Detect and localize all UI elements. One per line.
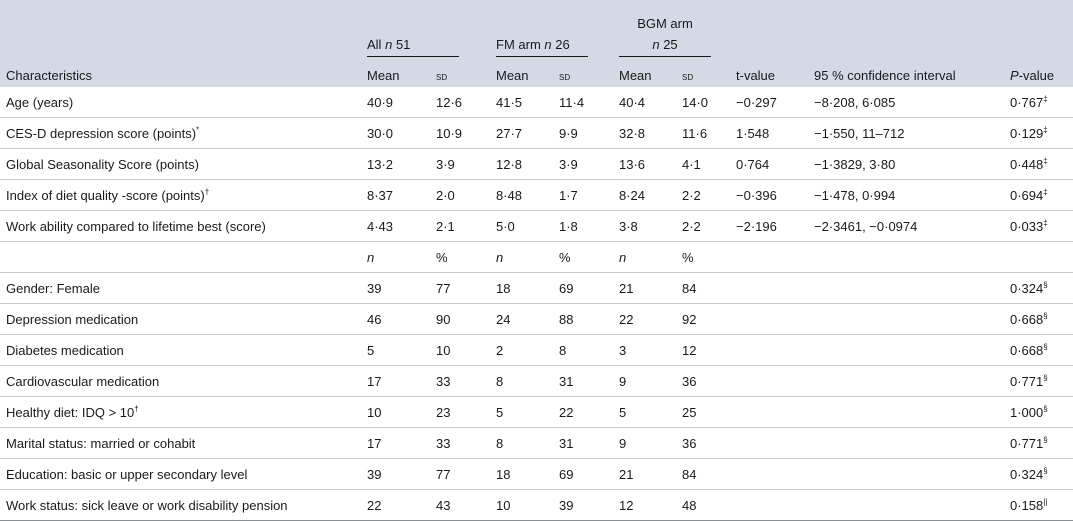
- row-label: Marital status: married or cohabit: [0, 428, 361, 459]
- bgm-arm-label: BGM arm: [637, 16, 693, 31]
- fm-sd-cell: 3·9: [553, 149, 613, 180]
- all-group-header: All n 51: [367, 37, 459, 57]
- empty-cell: [730, 304, 808, 335]
- row-label: Diabetes medication: [0, 335, 361, 366]
- all-sd-cell: 3·9: [430, 149, 490, 180]
- footnote-marker: †: [204, 187, 210, 197]
- footnote-marker: §: [1043, 311, 1048, 321]
- row-label: Gender: Female: [0, 273, 361, 304]
- bgm-sd-cell: 2·2: [676, 180, 730, 211]
- row-label: Age (years): [0, 87, 361, 118]
- t-value-cell: −0·396: [730, 180, 808, 211]
- all-n-header: n: [361, 242, 430, 273]
- empty-cell: [808, 366, 1004, 397]
- bgm-pct-cell: 48: [676, 490, 730, 521]
- all-pct-header: %: [430, 242, 490, 273]
- table-header: [0, 0, 1073, 87]
- table-row: [0, 366, 1073, 397]
- footnote-marker: ‡: [1043, 218, 1048, 228]
- empty-cell: [808, 304, 1004, 335]
- fm-pct-cell: 31: [553, 428, 613, 459]
- table-row: [0, 335, 1073, 366]
- empty-cell: [808, 242, 1004, 273]
- t-value-cell: 1·548: [730, 118, 808, 149]
- fm-sd-cell: 11·4: [553, 87, 613, 118]
- table-row: [0, 459, 1073, 490]
- all-pct-cell: 90: [430, 304, 490, 335]
- all-mean-cell: 8·37: [361, 180, 430, 211]
- table-row: [0, 149, 1073, 180]
- table-row: [0, 211, 1073, 242]
- all-n-cell: 17: [361, 428, 430, 459]
- ci-header: 95 % confidence interval: [814, 68, 956, 83]
- all-sd-header: sd: [436, 69, 448, 83]
- footnote-marker: ‡: [1043, 187, 1048, 197]
- t-value-cell: −0·297: [730, 87, 808, 118]
- all-n-cell: 5: [361, 335, 430, 366]
- row-label: CES-D depression score (points)*: [0, 118, 361, 149]
- p-value-cell: 0·694‡: [1004, 180, 1073, 211]
- table-row: [0, 273, 1073, 304]
- fm-n-header: n: [490, 242, 553, 273]
- footnote-marker: §: [1043, 342, 1048, 352]
- bgm-mean-cell: 13·6: [613, 149, 676, 180]
- fm-pct-cell: 39: [553, 490, 613, 521]
- footnote-marker: §: [1043, 280, 1048, 290]
- empty-cell: [730, 490, 808, 521]
- bgm-mean-cell: 8·24: [613, 180, 676, 211]
- empty-cell: [730, 428, 808, 459]
- footnote-marker: ‡: [1043, 156, 1048, 166]
- fm-n-cell: 24: [490, 304, 553, 335]
- ci-cell: −1·550, 11–712: [808, 118, 1004, 149]
- fm-mean-cell: 12·8: [490, 149, 553, 180]
- bgm-sd-cell: 2·2: [676, 211, 730, 242]
- all-pct-cell: 33: [430, 428, 490, 459]
- empty-cell: [808, 428, 1004, 459]
- bgm-n-cell: 21: [613, 273, 676, 304]
- all-mean-cell: 4·43: [361, 211, 430, 242]
- bgm-n-cell: 21: [613, 459, 676, 490]
- fm-sd-header: sd: [559, 69, 571, 83]
- all-n-cell: 46: [361, 304, 430, 335]
- bgm-pct-header: %: [676, 242, 730, 273]
- footnote-marker: ||: [1043, 497, 1048, 507]
- table-row: [0, 397, 1073, 428]
- p-value-cell: 0·324§: [1004, 459, 1073, 490]
- bgm-n-cell: 12: [613, 490, 676, 521]
- all-n-cell: 39: [361, 459, 430, 490]
- empty-cell: [730, 459, 808, 490]
- empty-cell: [1004, 242, 1073, 273]
- footnote-marker: ‡: [1043, 125, 1048, 135]
- table-row: [0, 118, 1073, 149]
- all-sd-cell: 10·9: [430, 118, 490, 149]
- fm-n-cell: 2: [490, 335, 553, 366]
- footnote-marker: §: [1043, 466, 1048, 476]
- empty-cell: [730, 366, 808, 397]
- row-label: Cardiovascular medication: [0, 366, 361, 397]
- count-subheader-row: [0, 242, 1073, 273]
- bgm-pct-cell: 92: [676, 304, 730, 335]
- p-value-cell: 0·771§: [1004, 428, 1073, 459]
- footnote-marker: §: [1043, 373, 1048, 383]
- footnote-marker: *: [196, 125, 200, 135]
- all-n-cell: 39: [361, 273, 430, 304]
- bgm-mean-cell: 32·8: [613, 118, 676, 149]
- fm-mean-header: Mean: [496, 68, 529, 83]
- p-value-cell: 0·771§: [1004, 366, 1073, 397]
- row-label: Work ability compared to lifetime best (score): [0, 211, 361, 242]
- row-label: Index of diet quality -score (points)†: [0, 180, 361, 211]
- fm-n-cell: 18: [490, 273, 553, 304]
- row-label: Depression medication: [0, 304, 361, 335]
- fm-sd-cell: 1·7: [553, 180, 613, 211]
- all-sd-cell: 2·0: [430, 180, 490, 211]
- bgm-mean-cell: 3·8: [613, 211, 676, 242]
- t-value-header: t-value: [736, 68, 776, 83]
- footnote-marker: §: [1043, 404, 1048, 414]
- all-pct-cell: 77: [430, 273, 490, 304]
- empty-cell: [808, 490, 1004, 521]
- empty-cell: [808, 273, 1004, 304]
- fm-pct-cell: 22: [553, 397, 613, 428]
- fm-pct-cell: 31: [553, 366, 613, 397]
- empty-cell: [808, 335, 1004, 366]
- p-value-cell: 0·129‡: [1004, 118, 1073, 149]
- p-value-header: P-value: [1010, 68, 1055, 83]
- p-value-cell: 0·033‡: [1004, 211, 1073, 242]
- empty-cell: [808, 397, 1004, 428]
- table-row: [0, 428, 1073, 459]
- fm-sd-cell: 1·8: [553, 211, 613, 242]
- p-value-cell: 0·668§: [1004, 304, 1073, 335]
- all-mean-cell: 30·0: [361, 118, 430, 149]
- p-value-cell: 0·767‡: [1004, 87, 1073, 118]
- all-pct-cell: 23: [430, 397, 490, 428]
- bgm-mean-header: Mean: [619, 68, 652, 83]
- fm-mean-cell: 41·5: [490, 87, 553, 118]
- all-sd-cell: 12·6: [430, 87, 490, 118]
- fm-sd-cell: 9·9: [553, 118, 613, 149]
- all-mean-cell: 40·9: [361, 87, 430, 118]
- all-pct-cell: 43: [430, 490, 490, 521]
- all-n-cell: 17: [361, 366, 430, 397]
- fm-n-cell: 8: [490, 428, 553, 459]
- fm-pct-cell: 88: [553, 304, 613, 335]
- empty-cell: [730, 335, 808, 366]
- row-label: Healthy diet: IDQ > 10†: [0, 397, 361, 428]
- fm-mean-cell: 8·48: [490, 180, 553, 211]
- p-value-cell: 0·324§: [1004, 273, 1073, 304]
- table-row: [0, 490, 1073, 521]
- empty-cell: [730, 242, 808, 273]
- bgm-n-header: n: [613, 242, 676, 273]
- fm-pct-cell: 69: [553, 459, 613, 490]
- all-mean-header: Mean: [367, 68, 400, 83]
- empty-cell: [730, 397, 808, 428]
- fm-n-cell: 18: [490, 459, 553, 490]
- all-sd-cell: 2·1: [430, 211, 490, 242]
- table-row: [0, 87, 1073, 118]
- fm-pct-header: %: [553, 242, 613, 273]
- bgm-sd-cell: 11·6: [676, 118, 730, 149]
- bgm-mean-cell: 40·4: [613, 87, 676, 118]
- all-pct-cell: 10: [430, 335, 490, 366]
- ci-cell: −8·208, 6·085: [808, 87, 1004, 118]
- all-n-cell: 10: [361, 397, 430, 428]
- ci-cell: −2·3461, −0·0974: [808, 211, 1004, 242]
- bgm-n-cell: 3: [613, 335, 676, 366]
- bgm-sd-header: sd: [682, 69, 694, 83]
- fm-mean-cell: 5·0: [490, 211, 553, 242]
- ci-cell: −1·3829, 3·80: [808, 149, 1004, 180]
- fm-group-header: FM arm n 26: [496, 37, 588, 57]
- table-body: [0, 87, 1073, 521]
- fm-n-cell: 8: [490, 366, 553, 397]
- bgm-sd-cell: 14·0: [676, 87, 730, 118]
- p-value-cell: 0·668§: [1004, 335, 1073, 366]
- bgm-pct-cell: 25: [676, 397, 730, 428]
- row-label: Global Seasonality Score (points): [0, 149, 361, 180]
- bgm-sd-cell: 4·1: [676, 149, 730, 180]
- bgm-group-header: n 25: [619, 37, 711, 57]
- characteristics-header: Characteristics: [6, 68, 92, 83]
- fm-n-cell: 10: [490, 490, 553, 521]
- table-row: [0, 180, 1073, 211]
- p-value-cell: 0·158||: [1004, 490, 1073, 521]
- all-n-cell: 22: [361, 490, 430, 521]
- bgm-pct-cell: 84: [676, 273, 730, 304]
- row-label: Education: basic or upper secondary level: [0, 459, 361, 490]
- bgm-pct-cell: 36: [676, 428, 730, 459]
- row-label: Work status: sick leave or work disability pension: [0, 490, 361, 521]
- fm-mean-cell: 27·7: [490, 118, 553, 149]
- bgm-n-cell: 9: [613, 428, 676, 459]
- bgm-n-cell: 22: [613, 304, 676, 335]
- fm-pct-cell: 69: [553, 273, 613, 304]
- all-pct-cell: 33: [430, 366, 490, 397]
- all-pct-cell: 77: [430, 459, 490, 490]
- fm-pct-cell: 8: [553, 335, 613, 366]
- footnote-marker: §: [1043, 435, 1048, 445]
- ci-cell: −1·478, 0·994: [808, 180, 1004, 211]
- p-value-cell: 1·000§: [1004, 397, 1073, 428]
- empty-cell: [0, 242, 361, 273]
- bgm-pct-cell: 84: [676, 459, 730, 490]
- empty-cell: [808, 459, 1004, 490]
- empty-cell: [730, 273, 808, 304]
- p-value-cell: 0·448‡: [1004, 149, 1073, 180]
- all-mean-cell: 13·2: [361, 149, 430, 180]
- footnote-marker: †: [134, 404, 139, 414]
- table-row: [0, 304, 1073, 335]
- t-value-cell: −2·196: [730, 211, 808, 242]
- bgm-n-cell: 9: [613, 366, 676, 397]
- footnote-marker: ‡: [1043, 94, 1048, 104]
- fm-n-cell: 5: [490, 397, 553, 428]
- bgm-pct-cell: 12: [676, 335, 730, 366]
- bgm-pct-cell: 36: [676, 366, 730, 397]
- t-value-cell: 0·764: [730, 149, 808, 180]
- bgm-n-cell: 5: [613, 397, 676, 428]
